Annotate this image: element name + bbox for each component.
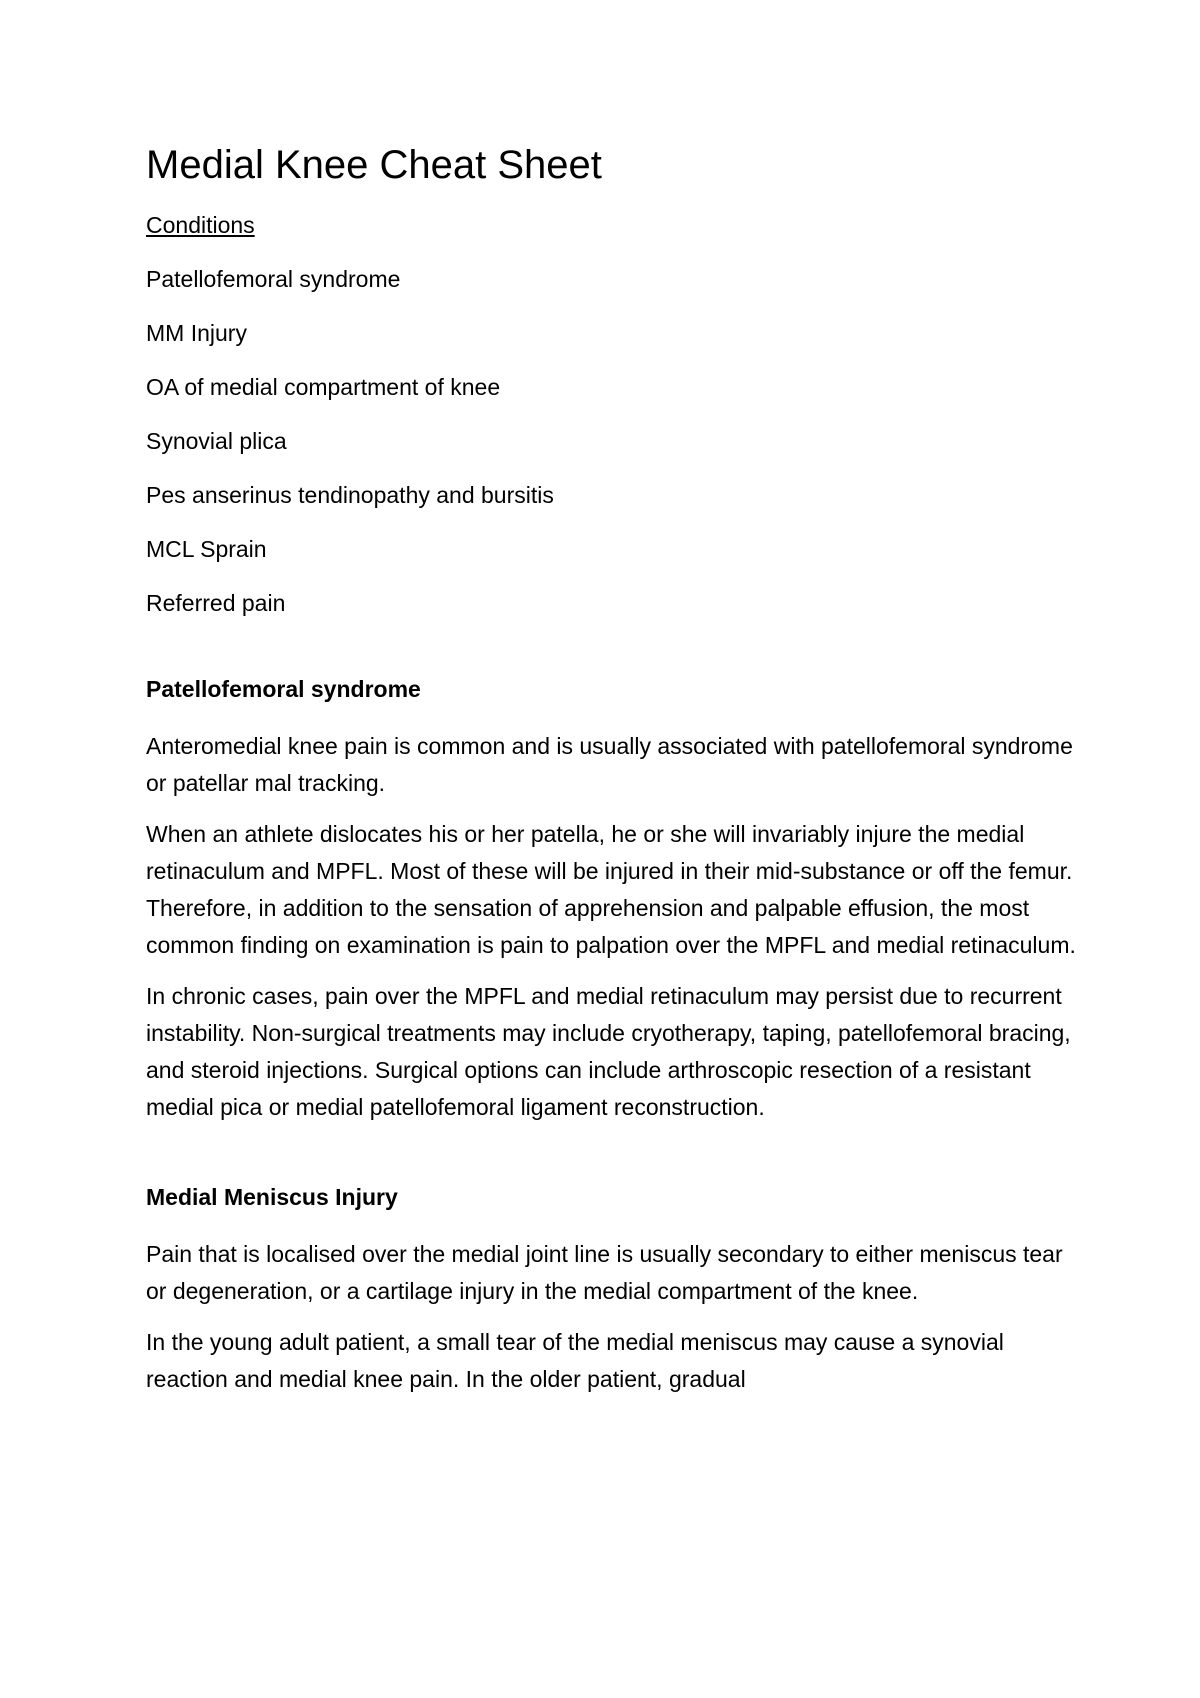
document-title: Medial Knee Cheat Sheet [146, 143, 602, 187]
condition-item: OA of medial compartment of knee [146, 374, 501, 400]
document-page [146, 140, 1076, 1412]
condition-item: Referred pain [146, 590, 286, 616]
paragraph: When an athlete dislocates his or her patella, he or she will invariably injure the medial retinaculum and MPFL. Most of these will be injured in their mid-substance or off the femur. Therefore, in addition to the sensation of apprehension and palpable effusion, the most common finding on examination is pain to palpation over the MPFL and medial retinaculum. [146, 821, 1076, 958]
condition-item: MM Injury [146, 320, 247, 346]
paragraph: Pain that is localised over the medial joint line is usually secondary to either meniscus tear or degeneration, or a cartilage injury in the medial compartment of the knee. [146, 1241, 1063, 1304]
section-patellofemoral [146, 674, 1076, 1126]
condition-item: Synovial plica [146, 428, 287, 454]
paragraph: In the young adult patient, a small tear of the medial meniscus may cause a synovial reaction and medial knee pain. In the older patient, gradual [146, 1329, 1004, 1392]
conditions-label: Conditions [146, 212, 255, 238]
section-heading: Patellofemoral syndrome [146, 676, 421, 702]
section-heading: Medial Meniscus Injury [146, 1184, 398, 1210]
condition-item: Patellofemoral syndrome [146, 266, 401, 292]
section-medial-meniscus [146, 1182, 1076, 1398]
paragraph: In chronic cases, pain over the MPFL and medial retinaculum may persist due to recurrent instability. Non-surgical treatments may include cryotherapy, taping, patellofemoral bracing, and steroid injections. Surgical options can include arthroscopic resection of a resistant medial pica or medial patellofemoral ligament reconstruction. [146, 983, 1071, 1120]
paragraph: Anteromedial knee pain is common and is usually associated with patellofemoral syndrome or patellar mal tracking. [146, 733, 1073, 796]
condition-item: MCL Sprain [146, 536, 267, 562]
condition-item: Pes anserinus tendinopathy and bursitis [146, 482, 554, 508]
conditions-list [146, 264, 1076, 618]
